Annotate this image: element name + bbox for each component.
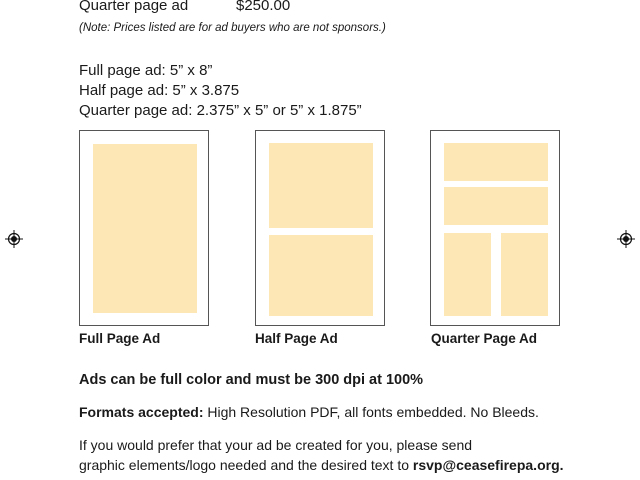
ad-space: [269, 235, 373, 316]
ad-space: [444, 143, 548, 181]
full-page-ad-diagram: [79, 130, 209, 326]
dimension-half: Half page ad: 5” x 3.875: [79, 82, 240, 99]
formats-text: High Resolution PDF, all fonts embedded. No Bleeds.: [203, 404, 539, 420]
custom-ad-text: graphic elements/logo needed and the desired text to: [79, 457, 413, 473]
price-amount: $250.00: [236, 0, 291, 14]
ad-space: [269, 143, 373, 228]
caption-full-page: Full Page Ad: [79, 331, 161, 346]
registration-mark-icon: [617, 230, 635, 248]
quarter-page-ad-diagram: [430, 130, 560, 326]
caption-half-page: Half Page Ad: [255, 331, 338, 346]
registration-mark-icon: [5, 230, 23, 248]
ad-space: [501, 233, 548, 316]
price-label: Quarter page ad: [79, 0, 189, 14]
color-dpi-requirement: Ads can be full color and must be 300 dpi at 100%: [79, 372, 424, 388]
dimension-quarter: Quarter page ad: 2.375” x 5” or 5” x 1.875”: [79, 102, 362, 119]
custom-ad-line-2: [79, 457, 564, 473]
price-row-quarter: [79, 0, 291, 14]
caption-quarter-page: Quarter Page Ad: [431, 331, 538, 346]
half-page-ad-diagram: [255, 130, 385, 326]
ad-space: [93, 144, 197, 313]
contact-email[interactable]: rsvp@ceasefirepa.org.: [412, 457, 564, 473]
formats-line: [79, 404, 539, 420]
custom-ad-line-1: If you would prefer that your ad be created for you, please send: [79, 437, 473, 453]
pricing-note: (Note: Prices listed are for ad buyers who are not sponsors.): [79, 22, 386, 34]
ad-space: [444, 187, 548, 225]
formats-label: Formats accepted:: [79, 404, 204, 420]
dimension-full: Full page ad: 5” x 8”: [79, 62, 213, 79]
ad-space: [444, 233, 491, 316]
